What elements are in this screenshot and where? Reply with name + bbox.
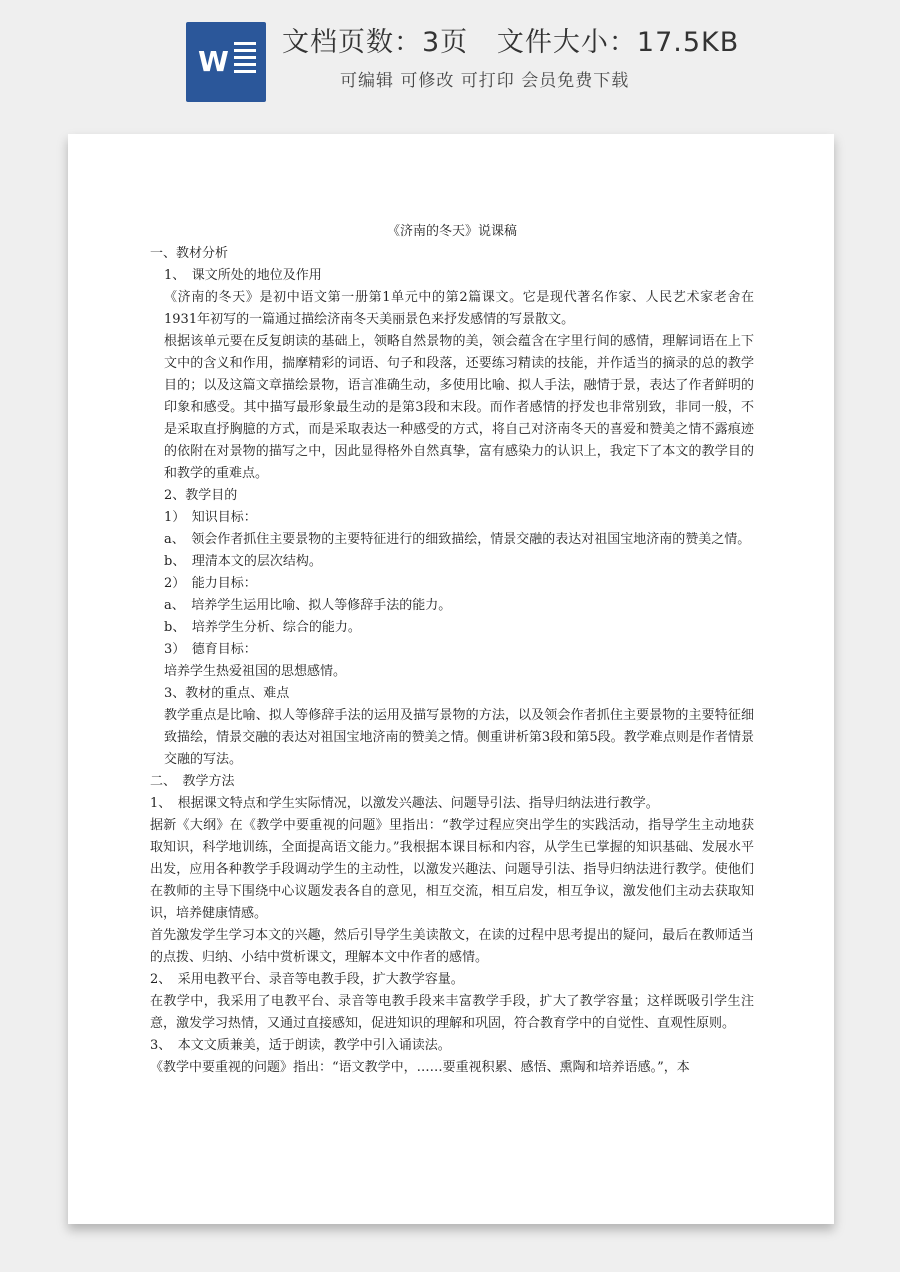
paragraph: 首先激发学生学习本文的兴趣，然后引导学生美读散文，在读的过程中思考提出的疑问，最后在教师适当的点拨、归纳、小结中赏析课文，理解本文中作者的感情。 <box>150 928 754 965</box>
subheading: 1、 课文所处的地位及作用 <box>164 268 322 283</box>
list-item: 3） 德育目标： <box>164 642 257 657</box>
subheading: 2、教学目的 <box>164 488 238 503</box>
subheading: 3、教材的重点、难点 <box>164 686 290 701</box>
file-info-subtitle: 可编辑 可修改 可打印 会员免费下载 <box>340 71 630 91</box>
paragraph: 教学重点是比喻、拟人等修辞手法的运用及描写景物的方法，以及领会作者抓住主要景物的主要特征细致描绘，情景交融的表达对祖国宝地济南的赞美之情。侧重讲析第3段和第5段。教学难点则是作者情景交融的写法。 <box>164 708 754 767</box>
paragraph: 据新《大纲》在《教学中要重视的问题》里指出：“教学过程应突出学生的实践活动，指导学生主动地获取知识，科学地训练，全面提高语文能力。”我根据本课目标和内容，从学生已掌握的知识基础、发展水平出发，应用各种教学手段调动学生的主动性，以激发兴趣法、问题导引法、指导归纳法进行教学。使他们在教师的主导下围绕中心议题发表各自的意见，相互交流，相互启发，相互争议，激发他们主动去获取知识，培养健康情感。 <box>150 818 754 921</box>
file-info-title: 文档页数：3页 文件大小：17.5KB <box>282 27 740 58</box>
word-letter: W <box>198 45 229 78</box>
paragraph: 在教学中，我采用了电教平台、录音等电教手段来丰富教学手段，扩大了教学容量；这样既吸引学生注意，激发学习热情，又通过直接感知，促进知识的理解和巩固，符合教育学中的自觉性、直观性原则。 <box>150 994 754 1031</box>
section-heading: 二、 教学方法 <box>150 774 235 789</box>
list-item: b、 理清本文的层次结构。 <box>164 554 322 569</box>
word-lines-icon <box>234 42 256 77</box>
paragraph: 培养学生热爱祖国的思想感情。 <box>164 664 347 679</box>
subheading: 2、 采用电教平台、录音等电教手段，扩大教学容量。 <box>150 972 464 987</box>
header-banner <box>0 0 900 130</box>
list-item: 1） 知识目标： <box>164 510 257 525</box>
subheading: 3、 本文文质兼美，适于朗读，教学中引入诵读法。 <box>150 1038 451 1053</box>
list-item: b、 培养学生分析、综合的能力。 <box>164 620 361 635</box>
word-doc-icon <box>186 22 266 102</box>
paragraph: 根据该单元要在反复朗读的基础上，领略自然景物的美，领会蕴含在字里行间的感情，理解词语在上下文中的含义和作用，揣摩精彩的词语、句子和段落，还要练习精读的技能，并作适当的摘录的总的教学目的；以及这篇文章描绘景物，语言准确生动，多使用比喻、拟人手法，融情于景，表达了作者鲜明的印象和感受。其中描写最形象最生动的是第3段和末段。而作者感情的抒发也非常别致，非同一般，不是采取直抒胸臆的方式，而是采取表达一种感受的方式，将自己对济南冬天的喜爱和赞美之情不露痕迹的依附在对景物的描写之中，因此显得格外自然真挚，富有感染力的认识上，我定下了本文的教学目的和教学的重难点。 <box>164 334 754 481</box>
document-page <box>68 134 834 1224</box>
document-title: 《济南的冬天》说课稿 <box>386 224 517 239</box>
list-item: a、 培养学生运用比喻、拟人等修辞手法的能力。 <box>164 598 452 613</box>
subheading: 1、 根据课文特点和学生实际情况，以激发兴趣法、问题导引法、指导归纳法进行教学。 <box>150 796 659 811</box>
section-heading: 一、教材分析 <box>150 246 229 261</box>
paragraph: 《济南的冬天》是初中语文第一册第1单元中的第2篇课文。它是现代著名作家、人民艺术家老舍在1931年初写的一篇通过描绘济南冬天美丽景色来抒发感情的写景散文。 <box>164 290 754 327</box>
list-item: a、 领会作者抓住主要景物的主要特征进行的细致描绘，情景交融的表达对祖国宝地济南的赞美之情。 <box>164 532 751 547</box>
paragraph: 《教学中要重视的问题》指出：“语文教学中，……要重视积累、感悟、熏陶和培养语感。”，本 <box>150 1060 690 1075</box>
list-item: 2） 能力目标： <box>164 576 257 591</box>
document-body <box>150 221 754 1079</box>
